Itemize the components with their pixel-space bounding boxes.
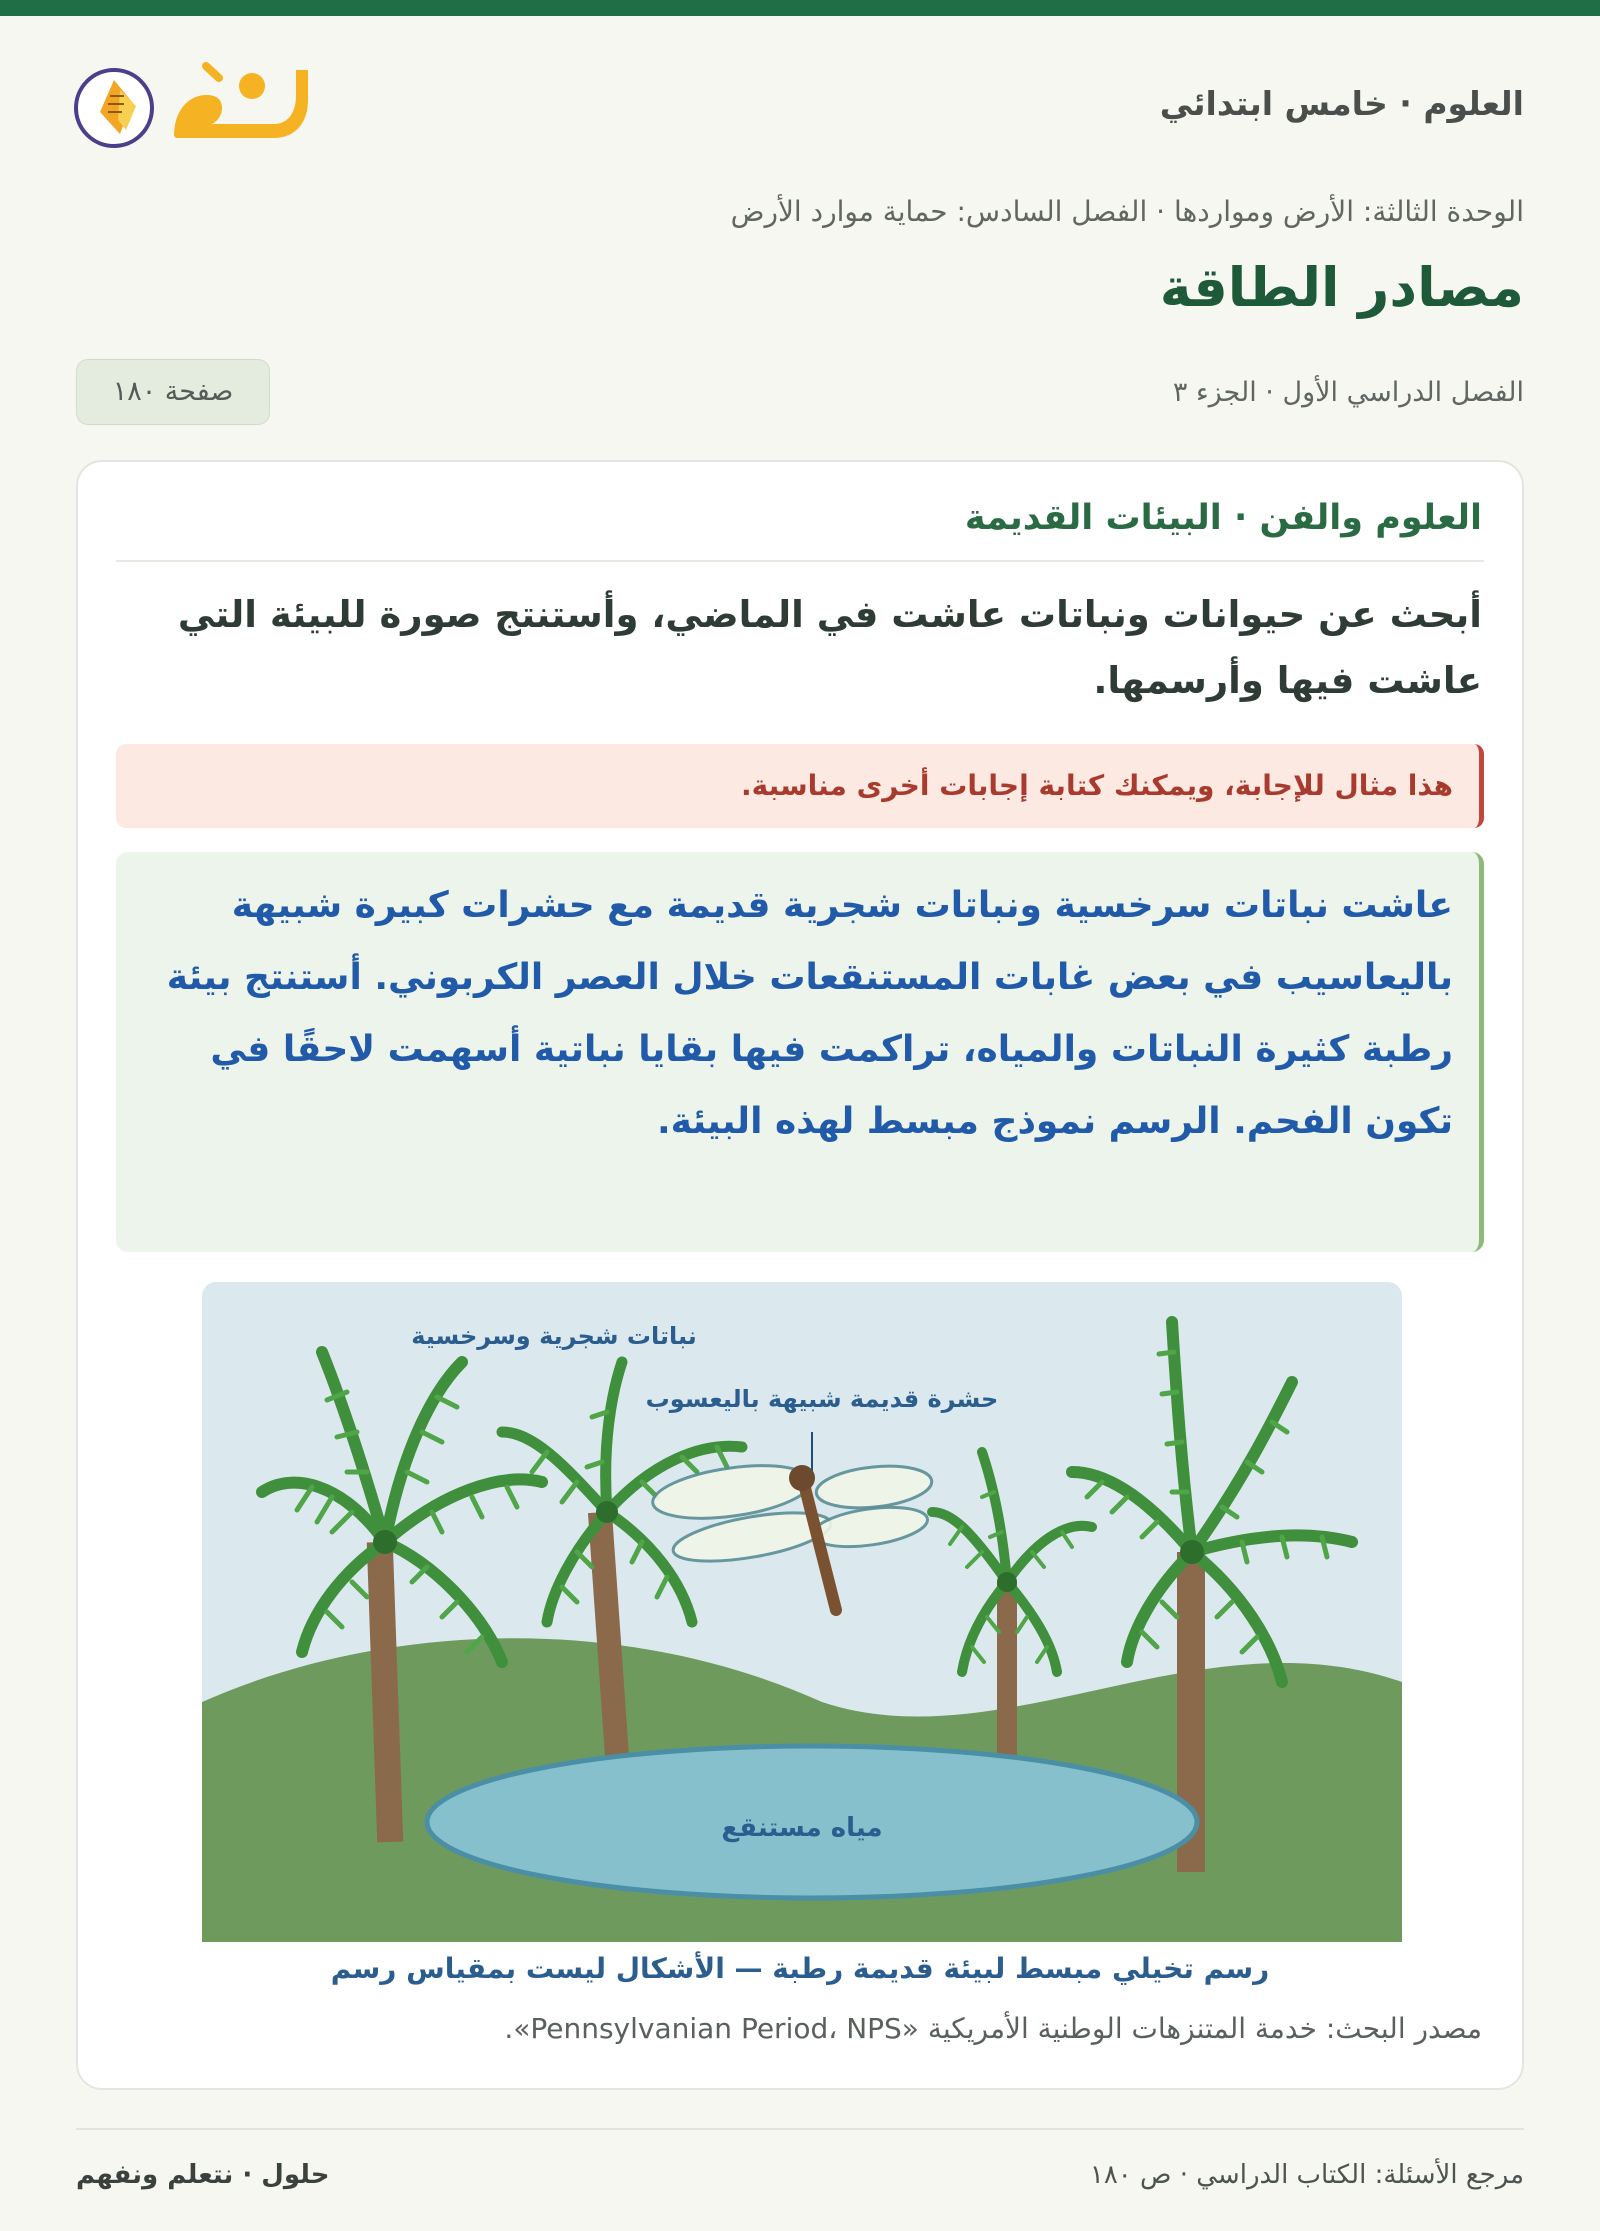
answer-text: عاشت نباتات سرخسية ونباتات شجرية قديمة مع حشرات كبيرة شبيهة باليعاسيب في بعض غابات المستنقعات خلال العصر الكربوني. أستنتج بيئة رطبة كثيرة النباتات والمياه، تراكمت فيها بقايا نباتية أسهمت لاحقًا في تكون الفحم. الرسم نموذج مبسط لهذه البيئة. xyxy=(116,852,1484,1252)
subject-title: العلوم · خامس ابتدائي xyxy=(1159,84,1524,123)
page-number-badge: صفحة ١٨٠ xyxy=(76,359,270,425)
answer-note: هذا مثال للإجابة، ويمكنك كتابة إجابات أخرى مناسبة. xyxy=(116,744,1484,828)
section-title: العلوم والفن · البيئات القديمة xyxy=(964,498,1482,538)
unit-breadcrumb: الوحدة الثالثة: الأرض ومواردها · الفصل السادس: حماية موارد الأرض xyxy=(730,195,1524,228)
insect-label: حشرة قديمة شبيهة باليعسوب xyxy=(645,1385,999,1413)
water-label: مياه مستنقع xyxy=(721,1813,883,1843)
question-text: أبحث عن حيوانات ونباتات عاشت في الماضي، وأستنتج صورة للبيئة التي عاشت فيها وأرسمها. xyxy=(177,593,1482,702)
footer-brand[interactable]: حلول · نتعلم ونفهم xyxy=(76,2160,330,2190)
plants-label: نباتات شجرية وسرخسية xyxy=(411,1322,697,1350)
ancient-swamp-illustration xyxy=(202,1282,1402,1942)
term-info: الفصل الدراسي الأول · الجزء ٣ xyxy=(1172,377,1524,408)
research-source: مصدر البحث: خدمة المتنزهات الوطنية الأمريكية «Pennsylvanian Period، NPS». xyxy=(504,2012,1482,2045)
top-accent-bar xyxy=(0,0,1600,16)
section-divider xyxy=(116,560,1484,562)
questions-reference: مرجع الأسئلة: الكتاب الدراسي · ص ١٨٠ xyxy=(1089,2160,1524,2190)
page-title: مصادر الطاقة xyxy=(1159,256,1524,319)
footer-divider xyxy=(76,2128,1524,2130)
hulul-logo[interactable] xyxy=(74,56,334,156)
illustration-caption: رسم تخيلي مبسط لبيئة قديمة رطبة — الأشكال ليست بمقياس رسم xyxy=(330,1952,1270,1985)
question-card xyxy=(76,460,1524,2090)
